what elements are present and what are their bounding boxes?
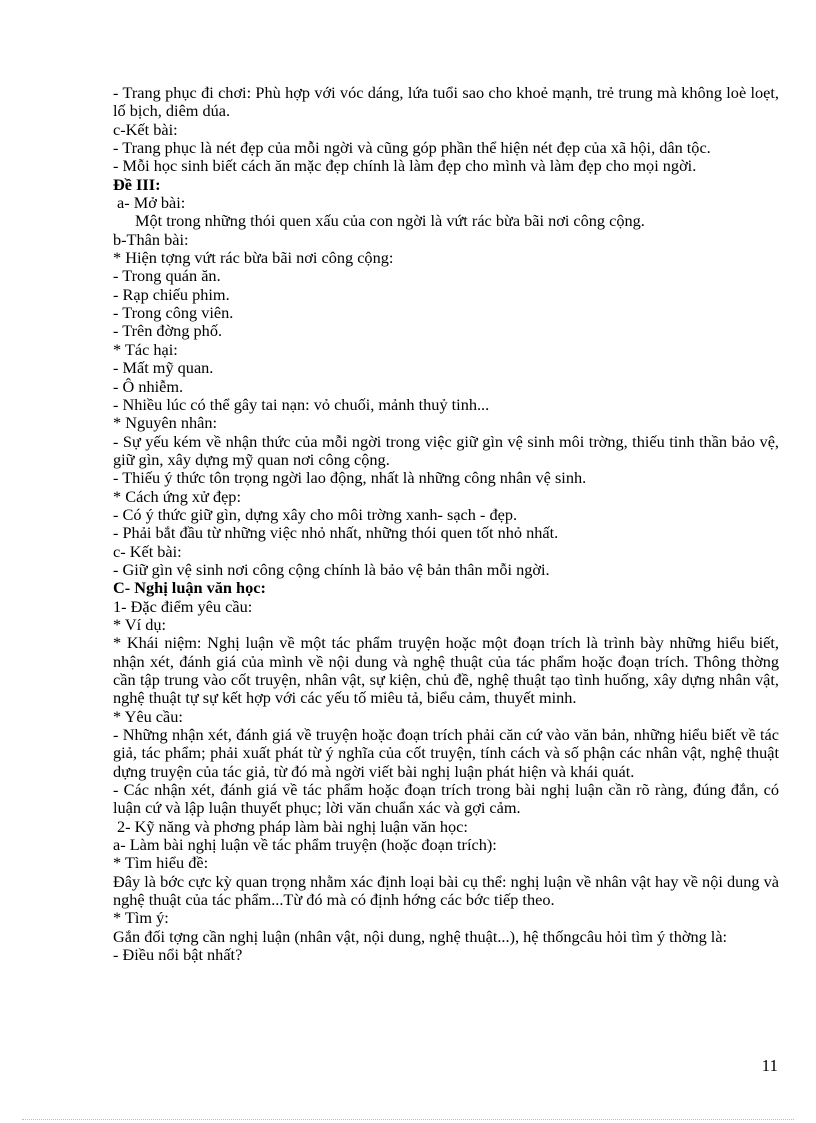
text-line: - Nhiều lúc có thể gây tai nạn: vỏ chuối, mảnh thuỷ tinh... xyxy=(113,394,490,414)
text-line: * Tìm hiểu đề: xyxy=(113,853,209,873)
page-number: 11 xyxy=(761,1056,778,1075)
text-line: * Yêu cầu: xyxy=(113,706,183,726)
text-line: b-Thân bài: xyxy=(113,229,189,249)
text-line: - Trong công viên. xyxy=(113,303,234,323)
text-line: * Hiện tợng vứt rác bừa bãi nơi công cộng: xyxy=(113,248,394,268)
text-line: * Nguyên nhân: xyxy=(113,413,217,433)
text-line: - Trong quán ăn. xyxy=(113,266,221,286)
section-heading: Đề III: xyxy=(113,174,161,194)
text-line: - Các nhận xét, đánh giá về tác phẩm hoặc đoạn trích trong bài nghị luận cần rõ ràng, đúng đắn, có luận cứ và lập luận thuyết phục; lời văn chuẩn xác và gợi cảm. xyxy=(113,780,779,818)
text-line: * Khái niệm: Nghị luận về một tác phẩm truyện hoặc một đoạn trích là trình bày những hiểu biết, nhận xét, đánh giá của mình về nội dung và nghệ thuật của tác phẩm hoặc đoạn trích. Thông thờng cần tập trung vào cốt truyện, nhân vật, sự kiện, chủ đề, nghệ thuật tạo tình huống, xây dựng nhân vật, nghệ thuật tự sự kết hợp với các yếu tố miêu tả, biểu cảm, thuyết minh. xyxy=(113,633,779,708)
text-line: Một trong những thói quen xấu của con ngời là vứt rác bừa bãi nơi công cộng. xyxy=(135,211,645,231)
text-line: - Thiếu ý thức tôn trọng ngời lao động, nhất là những công nhân vệ sinh. xyxy=(113,468,587,488)
text-line: * Cách ứng xử đẹp: xyxy=(113,486,241,506)
text-line: - Giữ gìn vệ sinh nơi công cộng chính là bảo vệ bản thân mỗi ngời. xyxy=(113,559,550,579)
text-line: - Sự yếu kém về nhận thức của mỗi ngời trong việc giữ gìn vệ sinh môi trờng, thiếu tinh thần bảo vệ, giữ gìn, xây dựng mỹ quan nơi công cộng. xyxy=(113,431,779,469)
text-line: a- Mở bài: xyxy=(117,193,186,213)
text-line: - Trang phục đi chơi: Phù hợp với vóc dáng, lứa tuổi sao cho khoẻ mạnh, trẻ trung mà không loè loẹt, lố bịch, diêm dúa. xyxy=(113,83,779,121)
text-line: - Ô nhiễm. xyxy=(113,376,184,396)
text-line: - Phải bắt đầu từ những việc nhỏ nhất, những thói quen tốt nhỏ nhất. xyxy=(113,523,559,543)
text-line: Gắn đối tợng cần nghị luận (nhân vật, nội dung, nghệ thuật...), hệ thốngcâu hỏi tìm ý thờng là: xyxy=(113,926,728,946)
text-line: - Rạp chiếu phim. xyxy=(113,284,230,304)
text-line: a- Làm bài nghị luận về tác phẩm truyện (hoặc đoạn trích): xyxy=(113,835,497,855)
text-line: 1- Đặc điểm yêu cầu: xyxy=(113,596,253,616)
document-body xyxy=(113,84,779,965)
text-line: * Tìm ý: xyxy=(113,908,169,928)
text-line: 2- Kỹ năng và phơng pháp làm bài nghị luận văn học: xyxy=(117,816,468,836)
text-line: - Mỗi học sinh biết cách ăn mặc đẹp chính là làm đẹp cho mình và làm đẹp cho mọi ngời. xyxy=(113,156,697,176)
text-line: c-Kết bài: xyxy=(113,119,178,139)
text-line: * Ví dụ: xyxy=(113,614,167,634)
text-line: - Những nhận xét, đánh giá về truyện hoặc đoạn trích phải căn cứ vào văn bản, những hiểu biết về tác giả, tác phẩm; phải xuất phát từ ý nghĩa của cốt truyện, tính cách và số phận các nhân vật, nghệ thuật dựng truyện của tác giả, từ đó mà ngời viết bài nghị luận phát hiện và khái quát. xyxy=(113,725,779,781)
text-line: - Trên đờng phố. xyxy=(113,321,223,341)
text-line: - Điều nổi bật nhất? xyxy=(113,945,243,965)
footer-divider xyxy=(22,1119,794,1120)
section-heading: C- Nghị luận văn học: xyxy=(113,578,266,598)
text-line: c- Kết bài: xyxy=(113,541,182,561)
text-line: - Trang phục là nét đẹp của mỗi ngời và cũng góp phần thể hiện nét đẹp của xã hội, dân tộc. xyxy=(113,138,711,158)
text-line: Đây là bớc cực kỳ quan trọng nhằm xác định loại bài cụ thể: nghị luận về nhân vật hay về nội dung và nghệ thuật của tác phẩm...Từ đó mà có định hớng các bớc tiếp theo. xyxy=(113,871,779,910)
text-line: - Mất mỹ quan. xyxy=(113,358,214,378)
text-line: - Có ý thức giữ gìn, dựng xây cho môi trờng xanh- sạch - đẹp. xyxy=(113,504,518,524)
text-line: * Tác hại: xyxy=(113,339,178,359)
